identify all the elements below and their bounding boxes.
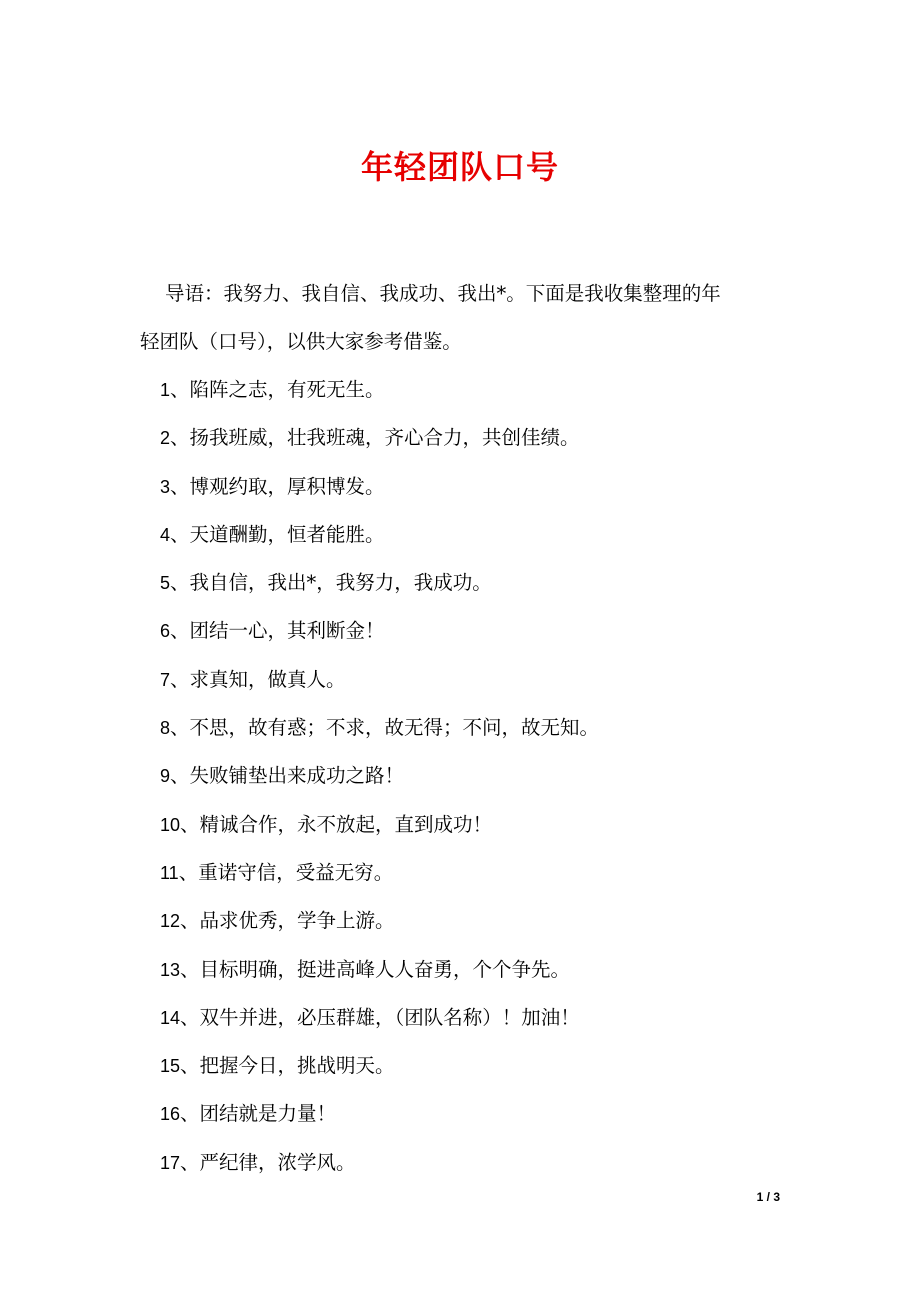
slogan-number: 14 [160, 1007, 181, 1028]
slogan-text: 、团结一心，其利断金！ [170, 619, 385, 643]
slogan-number: 11 [160, 862, 179, 883]
intro-line-2: 轻团队（口号），以供大家参考借鉴。 [140, 330, 462, 353]
slogan-text: 、目标明确，挺进高峰人人奋勇，个个争先。 [180, 957, 571, 981]
slogan-number: 16 [160, 1104, 181, 1125]
slogan-number: 17 [160, 1152, 181, 1173]
slogan-item [160, 1139, 790, 1187]
slogan-item [160, 656, 790, 704]
intro-line-1: 导语：我努力、我自信、我成功、我出*。下面是我收集整理的年 [165, 282, 721, 305]
slogan-number: 1 [160, 380, 171, 400]
slogan-item [160, 801, 790, 849]
slogan-item [160, 511, 790, 559]
slogan-number: 3 [160, 476, 171, 497]
slogan-text: 、精诚合作，永不放起，直到成功！ [180, 812, 493, 836]
slogan-item [160, 849, 790, 897]
slogan-number: 2 [160, 428, 171, 449]
slogan-number: 10 [160, 814, 181, 835]
slogan-item [160, 463, 790, 511]
slogan-number: 4 [160, 524, 171, 545]
slogan-text: 、陷阵之志，有死无生。 [170, 378, 385, 401]
slogan-text: 、品求优秀，学争上游。 [180, 909, 395, 933]
slogan-text: 、我自信，我出*，我努力，我成功。 [170, 571, 492, 595]
slogan-item [160, 704, 790, 752]
slogan-item [160, 1090, 790, 1138]
slogan-item [160, 946, 790, 994]
slogan-text: 、双牛并进，必压群雄，（团队名称）！加油！ [180, 1005, 580, 1029]
slogan-text: 、博观约取，厚积博发。 [170, 474, 385, 498]
slogan-item [160, 559, 790, 607]
slogan-text: 、扬我班威，壮我班魂，齐心合力，共创佳绩。 [170, 426, 580, 450]
slogan-number: 8 [160, 718, 171, 739]
slogan-number: 7 [160, 669, 171, 690]
slogan-text: 、天道酬勤，恒者能胜。 [170, 522, 385, 546]
slogan-item [160, 1042, 790, 1090]
slogan-item [160, 607, 790, 655]
slogan-text: 、求真知，做真人。 [170, 667, 346, 691]
slogan-item [160, 752, 790, 800]
page-number: 1 / 3 [756, 1190, 780, 1204]
slogan-text: 、严纪律，浓学风。 [180, 1150, 356, 1174]
slogan-text: 、重诺守信，受益无穷。 [178, 860, 394, 884]
slogan-text: 、失败铺垫出来成功之路！ [170, 764, 405, 788]
slogan-number: 13 [160, 959, 181, 980]
slogan-number: 12 [160, 911, 181, 932]
slogan-number: 15 [160, 1056, 181, 1077]
slogan-item [160, 414, 790, 462]
slogan-number: 5 [160, 573, 171, 594]
slogan-item [160, 897, 790, 945]
slogan-number: 6 [160, 621, 171, 642]
document-title: 年轻团队口号 [360, 148, 559, 186]
slogan-item [160, 366, 790, 414]
slogan-text: 、不思，故有惑；不求，故无得；不问，故无知。 [170, 716, 600, 740]
slogan-item [160, 994, 790, 1042]
slogan-list [160, 366, 790, 1187]
slogan-text: 、把握今日，挑战明天。 [180, 1054, 395, 1078]
intro-paragraph [140, 270, 790, 366]
slogan-text: 、团结就是力量！ [180, 1102, 337, 1126]
slogan-number: 9 [160, 766, 171, 787]
